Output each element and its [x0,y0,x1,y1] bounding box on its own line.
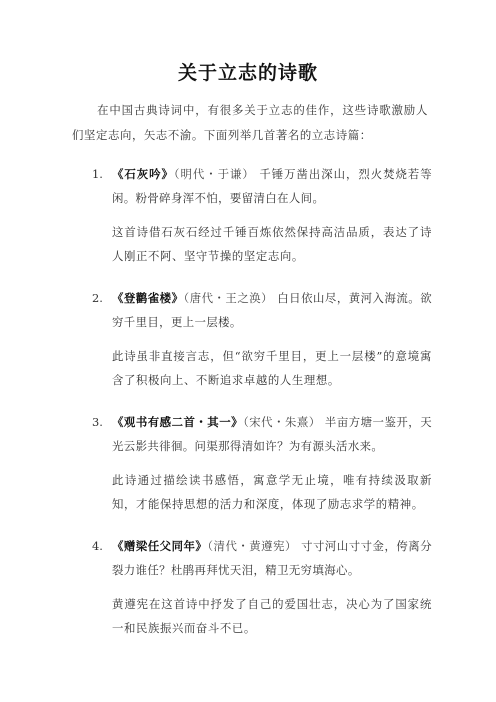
poem-line [112,534,432,582]
poem-number: 3. [92,415,103,429]
poem-item-1 [92,162,432,268]
poem-text: 寸寸河山寸寸金，侉离分裂力谁任？杜鹃再拜忧天泪，精卫无穷填海心。 [112,539,432,577]
poem-text: 半亩方塘一鉴开，天光云影共徘徊。问渠那得清如许？为有源头活水来。 [112,415,432,453]
poem-author: （唐代・王之涣） [183,291,274,305]
poem-number: 1. [92,167,103,181]
poem-comment: 黄遵宪在这首诗中抒发了自己的爱国壮志，决心为了国家统一和民族振兴而奋斗不已。 [112,597,432,635]
poem-item-3 [92,410,432,516]
poem-comment: 这首诗借石灰石经过千锤百炼依然保持高洁品质，表达了诗人刚正不阿、坚守节操的坚定志向。 [112,225,432,263]
poem-line [112,286,432,334]
poem-title: 《石灰吟》 [112,167,174,181]
poem-title: 《赠梁任父同年》 [112,539,208,553]
poem-number: 4. [92,539,103,553]
poem-author: （宋代・朱熹） [243,415,321,429]
poem-number: 2. [92,291,103,305]
poem-text: 白日依山尽，黄河入海流。欲穷千里目，更上一层楼。 [112,291,432,329]
poem-title: 《观书有感二首・其一》 [112,415,244,429]
poem-comment: 此诗通过描绘读书感悟，寓意学无止境，唯有持续汲取新知，才能保持思想的活力和深度，体现了励志求学的精神。 [112,473,432,511]
poem-comment: 此诗虽非直接言志，但“欲穷千里目，更上一层楼”的意境寓含了积极向上、不断追求卓越的人生理想。 [112,349,432,387]
intro-paragraph: 在中国古典诗词中，有很多关于立志的佳作，这些诗歌激励人们坚定志向，矢志不渝。下面列举几首著名的立志诗篇： [72,103,428,142]
poem-text: 千锤万凿出深山，烈火焚烧若等闲。粉骨碎身浑不怕，要留清白在人间。 [112,167,432,205]
poem-line [112,162,432,210]
poem-author: （清代・黄遵宪） [207,539,297,553]
poem-item-4 [92,534,432,640]
poem-line [112,410,432,458]
poem-item-2 [92,286,432,392]
poem-author: （明代・于谦） [173,167,255,181]
poem-title: 《登鹳雀楼》 [112,291,184,305]
page-title: 关于立志的诗歌 [177,62,318,84]
